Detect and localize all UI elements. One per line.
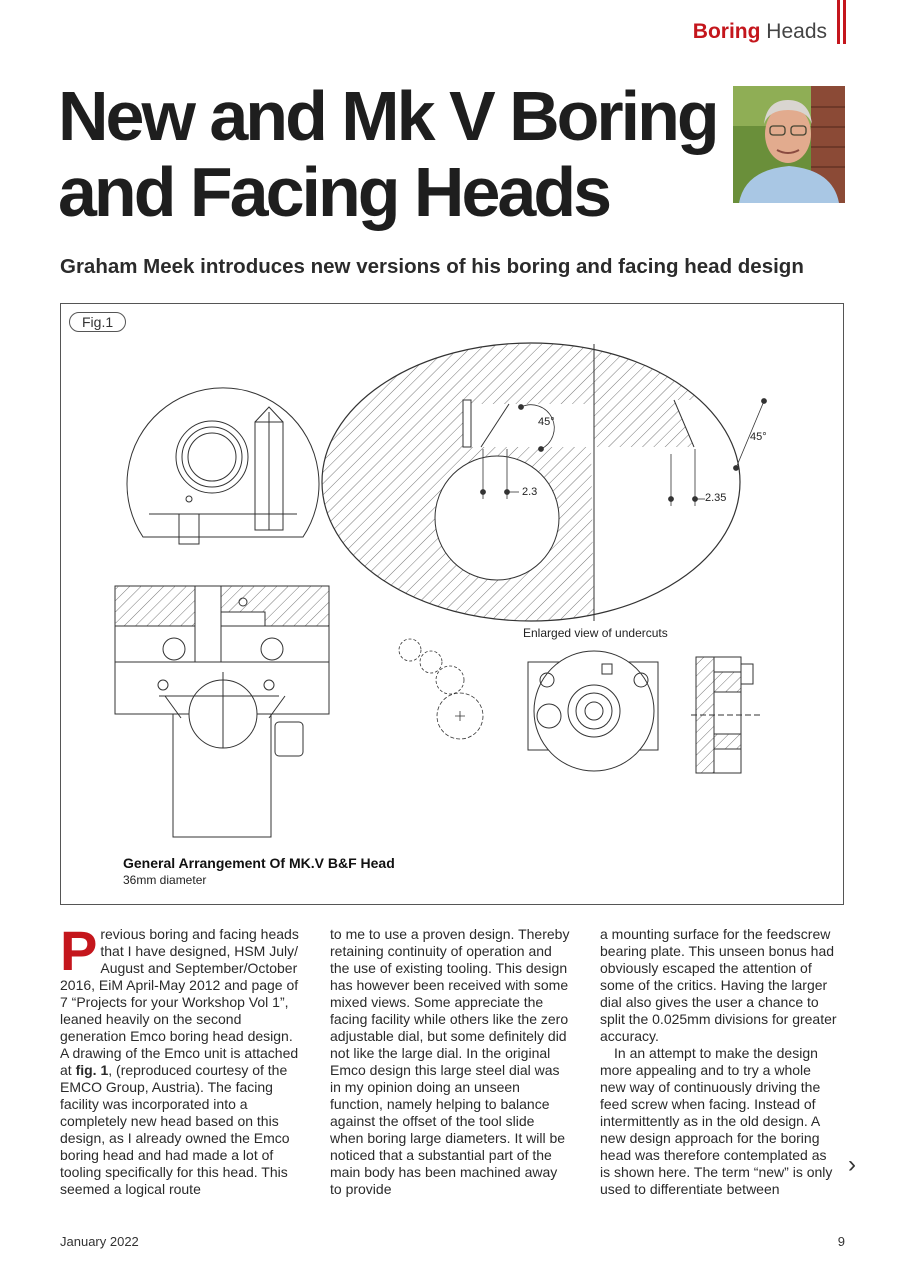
text-line: 0.025mm divisions for greater accuracy. bbox=[600, 1011, 837, 1044]
text-line: also gives the user a chance to split the bbox=[600, 994, 819, 1027]
text-line: new way of continuously driving the bbox=[600, 1079, 821, 1095]
text-line: 2016, EiM April-May 2012 and page of bbox=[60, 977, 299, 993]
section-tag-rest: Heads bbox=[766, 20, 827, 43]
text-line: 7 “Projects for your Workshop Vol 1”, bbox=[60, 994, 289, 1010]
author-photo bbox=[733, 86, 845, 203]
angle-label-left: 45° bbox=[538, 416, 555, 428]
text-line: , bbox=[108, 1062, 113, 1078]
title-line-1: New and Mk V Boring bbox=[58, 77, 717, 155]
front-view bbox=[127, 388, 319, 544]
text-line: made a lot of tooling specifically for bbox=[60, 1147, 274, 1180]
figure-label: Fig.1 bbox=[69, 312, 126, 332]
undercut-caption: Enlarged view of undercuts bbox=[523, 626, 668, 640]
text-line: of the Emco unit is attached at bbox=[60, 1045, 299, 1078]
sectional-side-view bbox=[115, 586, 329, 837]
title-line-2: and Facing Heads bbox=[58, 153, 610, 231]
drop-cap: P bbox=[60, 919, 98, 982]
footer-date: January 2022 bbox=[60, 1234, 139, 1249]
text-line: retaining continuity of operation and bbox=[330, 943, 552, 959]
text-line: owned the Emco boring head and had bbox=[60, 1130, 290, 1163]
text-line: only used to differentiate between bbox=[600, 1164, 833, 1197]
paragraph bbox=[600, 926, 840, 1045]
text-line: August and September/October bbox=[100, 960, 298, 976]
figure-1 bbox=[60, 303, 844, 905]
chevron-right-icon[interactable]: › bbox=[848, 1151, 856, 1178]
text-line: Group, Austria). The facing facility was bbox=[60, 1079, 273, 1112]
standfirst: Graham Meek introduces new versions of his boring and facing head design bbox=[60, 255, 804, 278]
text-line: to me to use a proven design. Thereby bbox=[330, 926, 570, 942]
body-column-2 bbox=[330, 926, 570, 1198]
text-line: leaned heavily on the second generation bbox=[60, 1011, 242, 1044]
figure-caption-title: General Arrangement Of MK.V B&F Head bbox=[123, 855, 395, 871]
text-line: Emco design this large steel dial was in bbox=[330, 1062, 560, 1095]
dim-label-right: 2.35 bbox=[705, 492, 727, 504]
text-line: facing facility while others like the zero bbox=[330, 1011, 569, 1027]
text-line: that I have designed, HSM July/ bbox=[100, 943, 299, 959]
enlarged-undercut-view bbox=[311, 343, 767, 624]
article-title bbox=[58, 78, 718, 230]
figure-caption-subtitle: 36mm diameter bbox=[123, 873, 207, 887]
text-line: more appealing and to try a whole bbox=[600, 1062, 811, 1078]
technical-drawing bbox=[61, 304, 843, 904]
text-line: head based on this design, as I already bbox=[60, 1113, 279, 1146]
paragraph bbox=[330, 926, 570, 1198]
text-line: has however been received with some bbox=[330, 977, 569, 993]
text-line: of the critics. Having the larger dial bbox=[600, 977, 828, 1010]
text-line: not like the large dial. In the original bbox=[330, 1045, 551, 1061]
text-line: as is shown here. The term “new” is bbox=[600, 1147, 827, 1180]
section-tag-accent: Boring bbox=[692, 20, 761, 43]
text-line: large diameters. It will be noticed that bbox=[330, 1130, 566, 1163]
text-line: offset of the tool slide when boring bbox=[330, 1113, 535, 1146]
text-line: In an attempt to make the design bbox=[614, 1045, 818, 1061]
text-line: feed screw when facing. Instead of bbox=[600, 1096, 816, 1112]
text-line: adjustable dial, but some definitely did bbox=[330, 1028, 567, 1044]
figure-reference: fig. 1 bbox=[75, 1062, 109, 1078]
text-line: a substantial part of the main body bbox=[330, 1147, 552, 1180]
text-line: (reproduced courtesy of the EMCO bbox=[60, 1062, 288, 1095]
text-line: my opinion doing an unseen function, bbox=[330, 1079, 520, 1112]
text-line: Emco boring head design. A drawing bbox=[60, 1028, 293, 1061]
text-line: mixed views. Some appreciate the bbox=[330, 994, 544, 1010]
text-line: intermittently as in the old design. A bbox=[600, 1113, 820, 1129]
text-line: this head. This seemed a logical route bbox=[60, 1164, 288, 1197]
text-line: namely helping to balance against the bbox=[330, 1096, 550, 1129]
text-line: has been machined away to provide bbox=[330, 1164, 558, 1197]
section-tag bbox=[693, 20, 827, 44]
text-line: bearing plate. This unseen bonus had bbox=[600, 943, 835, 959]
angle-label-right: 45° bbox=[750, 431, 767, 443]
gear-train bbox=[399, 639, 483, 739]
dim-label-left: 2.3 bbox=[522, 486, 538, 498]
section-tag-bars bbox=[837, 0, 847, 44]
small-section-view bbox=[691, 657, 761, 773]
body-column-1 bbox=[60, 919, 300, 1198]
text-line: incorporated into a completely new bbox=[60, 1096, 248, 1129]
text-line: revious boring and facing heads bbox=[100, 926, 299, 942]
paragraph bbox=[600, 1045, 840, 1198]
page-number: 9 bbox=[837, 1234, 845, 1249]
text-line: head was therefore contemplated bbox=[600, 1147, 808, 1163]
body-column-3 bbox=[600, 926, 840, 1198]
text-line: a mounting surface for the feedscrew bbox=[600, 926, 831, 942]
text-line: new design approach for the boring bbox=[600, 1130, 820, 1146]
text-line: obviously escaped the attention of some bbox=[600, 960, 812, 993]
text-line: the use of existing tooling. This design bbox=[330, 960, 568, 976]
rear-view bbox=[528, 651, 658, 771]
